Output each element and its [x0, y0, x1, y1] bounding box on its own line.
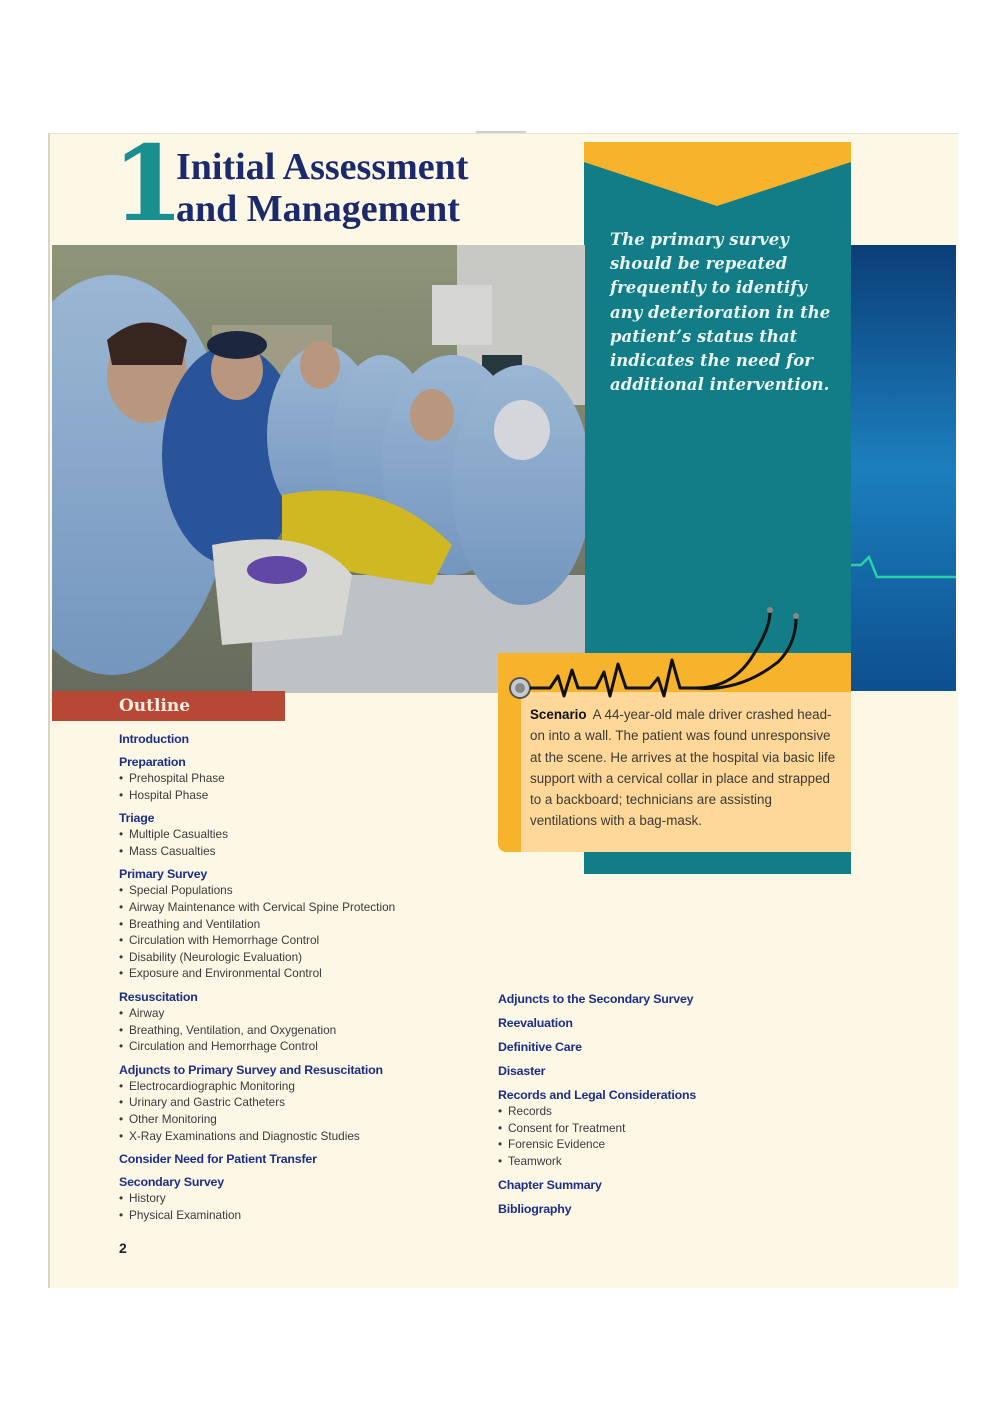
outline-subitem: • Breathing, Ventilation, and Oxygenation [119, 1022, 479, 1039]
outline-heading: Adjuncts to the Secondary Survey [498, 992, 694, 1006]
outline-section [119, 1062, 479, 1144]
outline-heading: Records and Legal Considerations [498, 1088, 697, 1102]
outline-subitem: • Physical Examination [119, 1207, 479, 1224]
chapter-number: 1 [112, 122, 185, 245]
scenario-text [530, 704, 840, 832]
outline-heading: Primary Survey [119, 867, 208, 882]
stethoscope-icon [500, 600, 810, 700]
outline-subitem: • Airway [119, 1005, 479, 1022]
outline-subitem: • Multiple Casualties [119, 826, 479, 843]
outline-subitem: • Urinary and Gastric Catheters [119, 1094, 479, 1111]
outline-heading: Consider Need for Patient Transfer [119, 1152, 317, 1167]
outline-section [498, 1087, 828, 1169]
outline-subitem: • Special Populations [119, 882, 479, 899]
chapter-title-line2: and Management [176, 188, 460, 230]
outline-section [498, 991, 828, 1007]
outline-heading: Introduction [119, 732, 189, 746]
outline-section [119, 989, 479, 1055]
outline-subitem: • Electrocardiographic Monitoring [119, 1078, 479, 1095]
outline-right-column [498, 991, 828, 1225]
outline-subitem: • Circulation and Hemorrhage Control [119, 1038, 479, 1055]
outline-subitem: • Hospital Phase [119, 787, 479, 804]
outline-title: Outline [119, 696, 191, 716]
outline-subitem: • Breathing and Ventilation [119, 916, 479, 933]
outline-section [119, 1151, 479, 1167]
outline-subitem: • Consent for Treatment [498, 1120, 828, 1137]
outline-heading: Bibliography [498, 1202, 572, 1217]
outline-heading: Triage [119, 811, 155, 826]
outline-subitem: • Exposure and Environmental Control [119, 965, 479, 982]
outline-heading: Secondary Survey [119, 1175, 224, 1190]
outline-heading: Reevaluation [498, 1016, 573, 1030]
outline-subitem: • Airway Maintenance with Cervical Spine Protection [119, 899, 479, 916]
outline-subitem: • Records [498, 1103, 828, 1120]
outline-heading: Chapter Summary [498, 1178, 602, 1193]
outline-section [498, 1063, 828, 1079]
chevron-banner [584, 142, 851, 206]
outline-heading: Definitive Care [498, 1040, 582, 1054]
outline-subitem: • Prehospital Phase [119, 770, 479, 787]
outline-section [498, 1201, 828, 1217]
outline-section [119, 754, 479, 803]
outline-subitem: • History [119, 1190, 479, 1207]
ecg-band [851, 245, 956, 691]
outline-section [119, 810, 479, 859]
outline-section [119, 866, 479, 982]
chapter-quote: The primary survey should be repeated frequently to identify any deterioration in the patient’s status that indicates the need for additional intervention. [610, 230, 831, 395]
outline-subitem: • Circulation with Hemorrhage Control [119, 932, 479, 949]
outline-subitem: • Other Monitoring [119, 1111, 479, 1128]
scenario-label: Scenario [530, 707, 587, 722]
scenario-body: A 44-year-old male driver crashed head-on into a wall. The patient was found unresponsive at the scene. He arrives at the hospital via basic life support with a cervical collar in place and strapped to a backboard; technicians are assisting ventilations with a bag-mask. [530, 707, 836, 829]
page-number: 2 [119, 1240, 127, 1256]
outline-heading: Disaster [498, 1064, 546, 1078]
chapter-title-line1: Initial Assessment [176, 146, 469, 188]
outline-subitem: • X-Ray Examinations and Diagnostic Studies [119, 1128, 479, 1145]
outline-subitem: • Teamwork [498, 1153, 828, 1170]
chapter-title [176, 146, 468, 230]
outline-subitem: • Forensic Evidence [498, 1136, 828, 1153]
outline-subitem: • Disability (Neurologic Evaluation) [119, 949, 479, 966]
outline-left-column [119, 731, 479, 1230]
outline-section [498, 1177, 828, 1193]
outline-subitem: • Mass Casualties [119, 843, 479, 860]
outline-section [498, 1039, 828, 1055]
outline-heading: Preparation [119, 755, 186, 769]
outline-heading: Resuscitation [119, 989, 198, 1004]
outline-section [119, 731, 479, 747]
outline-heading: Adjuncts to Primary Survey and Resuscitation [119, 1062, 383, 1077]
outline-section [498, 1015, 828, 1031]
outline-section [119, 1174, 479, 1223]
